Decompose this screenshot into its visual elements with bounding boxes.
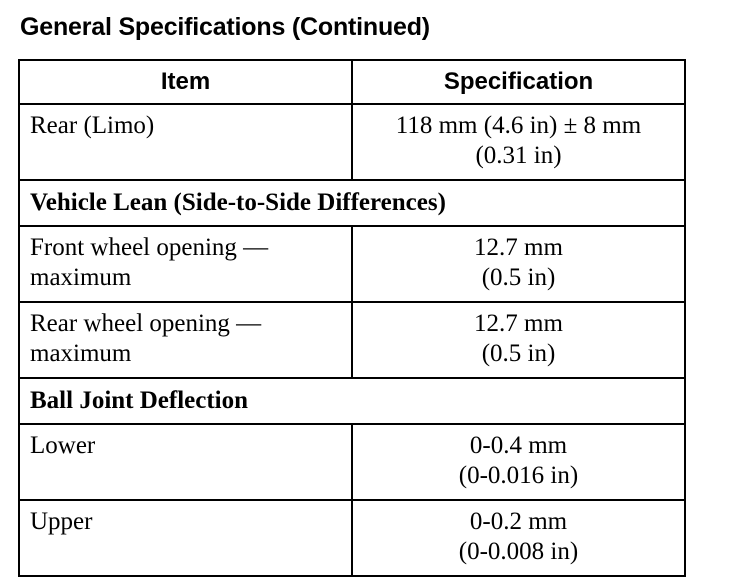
- table-row: [19, 500, 685, 576]
- specification-value: (0-0.008 in): [458, 538, 579, 565]
- section-row: [19, 378, 685, 424]
- table-row: [19, 424, 685, 500]
- item-cell: [19, 104, 352, 180]
- column-header-item: Item: [19, 60, 352, 104]
- item-text: Lower: [30, 432, 96, 459]
- item-cell: [19, 302, 352, 378]
- specification-value: 12.7 mm: [474, 310, 563, 337]
- page-title: General Specifications (Continued): [20, 13, 430, 41]
- section-heading: Ball Joint Deflection: [19, 378, 685, 424]
- specification-value: 0-0.4 mm: [469, 432, 568, 459]
- specification-value: 12.7 mm: [474, 234, 563, 261]
- specification-value: 0-0.2 mm: [469, 508, 568, 535]
- table-header-row: [19, 60, 685, 104]
- specification-cell: [352, 104, 685, 180]
- specification-value: (0.31 in): [475, 142, 562, 169]
- section-row: [19, 180, 685, 226]
- item-text: maximum: [30, 340, 132, 367]
- table-row: [19, 104, 685, 180]
- table-row: [19, 302, 685, 378]
- specification-cell: [352, 500, 685, 576]
- specification-cell: [352, 424, 685, 500]
- table-row: [19, 226, 685, 302]
- specification-cell: [352, 226, 685, 302]
- specification-value: (0-0.016 in): [458, 462, 579, 489]
- item-text: Rear wheel opening —: [30, 310, 262, 337]
- item-cell: [19, 500, 352, 576]
- specification-value: (0.5 in): [481, 340, 556, 367]
- item-text: Upper: [30, 508, 93, 535]
- item-text: Front wheel opening —: [30, 234, 269, 261]
- item-cell: [19, 424, 352, 500]
- specification-value: 118 mm (4.6 in) ± 8 mm: [395, 112, 642, 139]
- item-cell: [19, 226, 352, 302]
- item-text: maximum: [30, 264, 132, 291]
- item-text: Rear (Limo): [30, 112, 155, 139]
- specifications-table: [18, 59, 686, 577]
- specification-cell: [352, 302, 685, 378]
- specification-value: (0.5 in): [481, 264, 556, 291]
- section-heading: Vehicle Lean (Side-to-Side Differences): [19, 180, 685, 226]
- column-header-specification: Specification: [352, 60, 685, 104]
